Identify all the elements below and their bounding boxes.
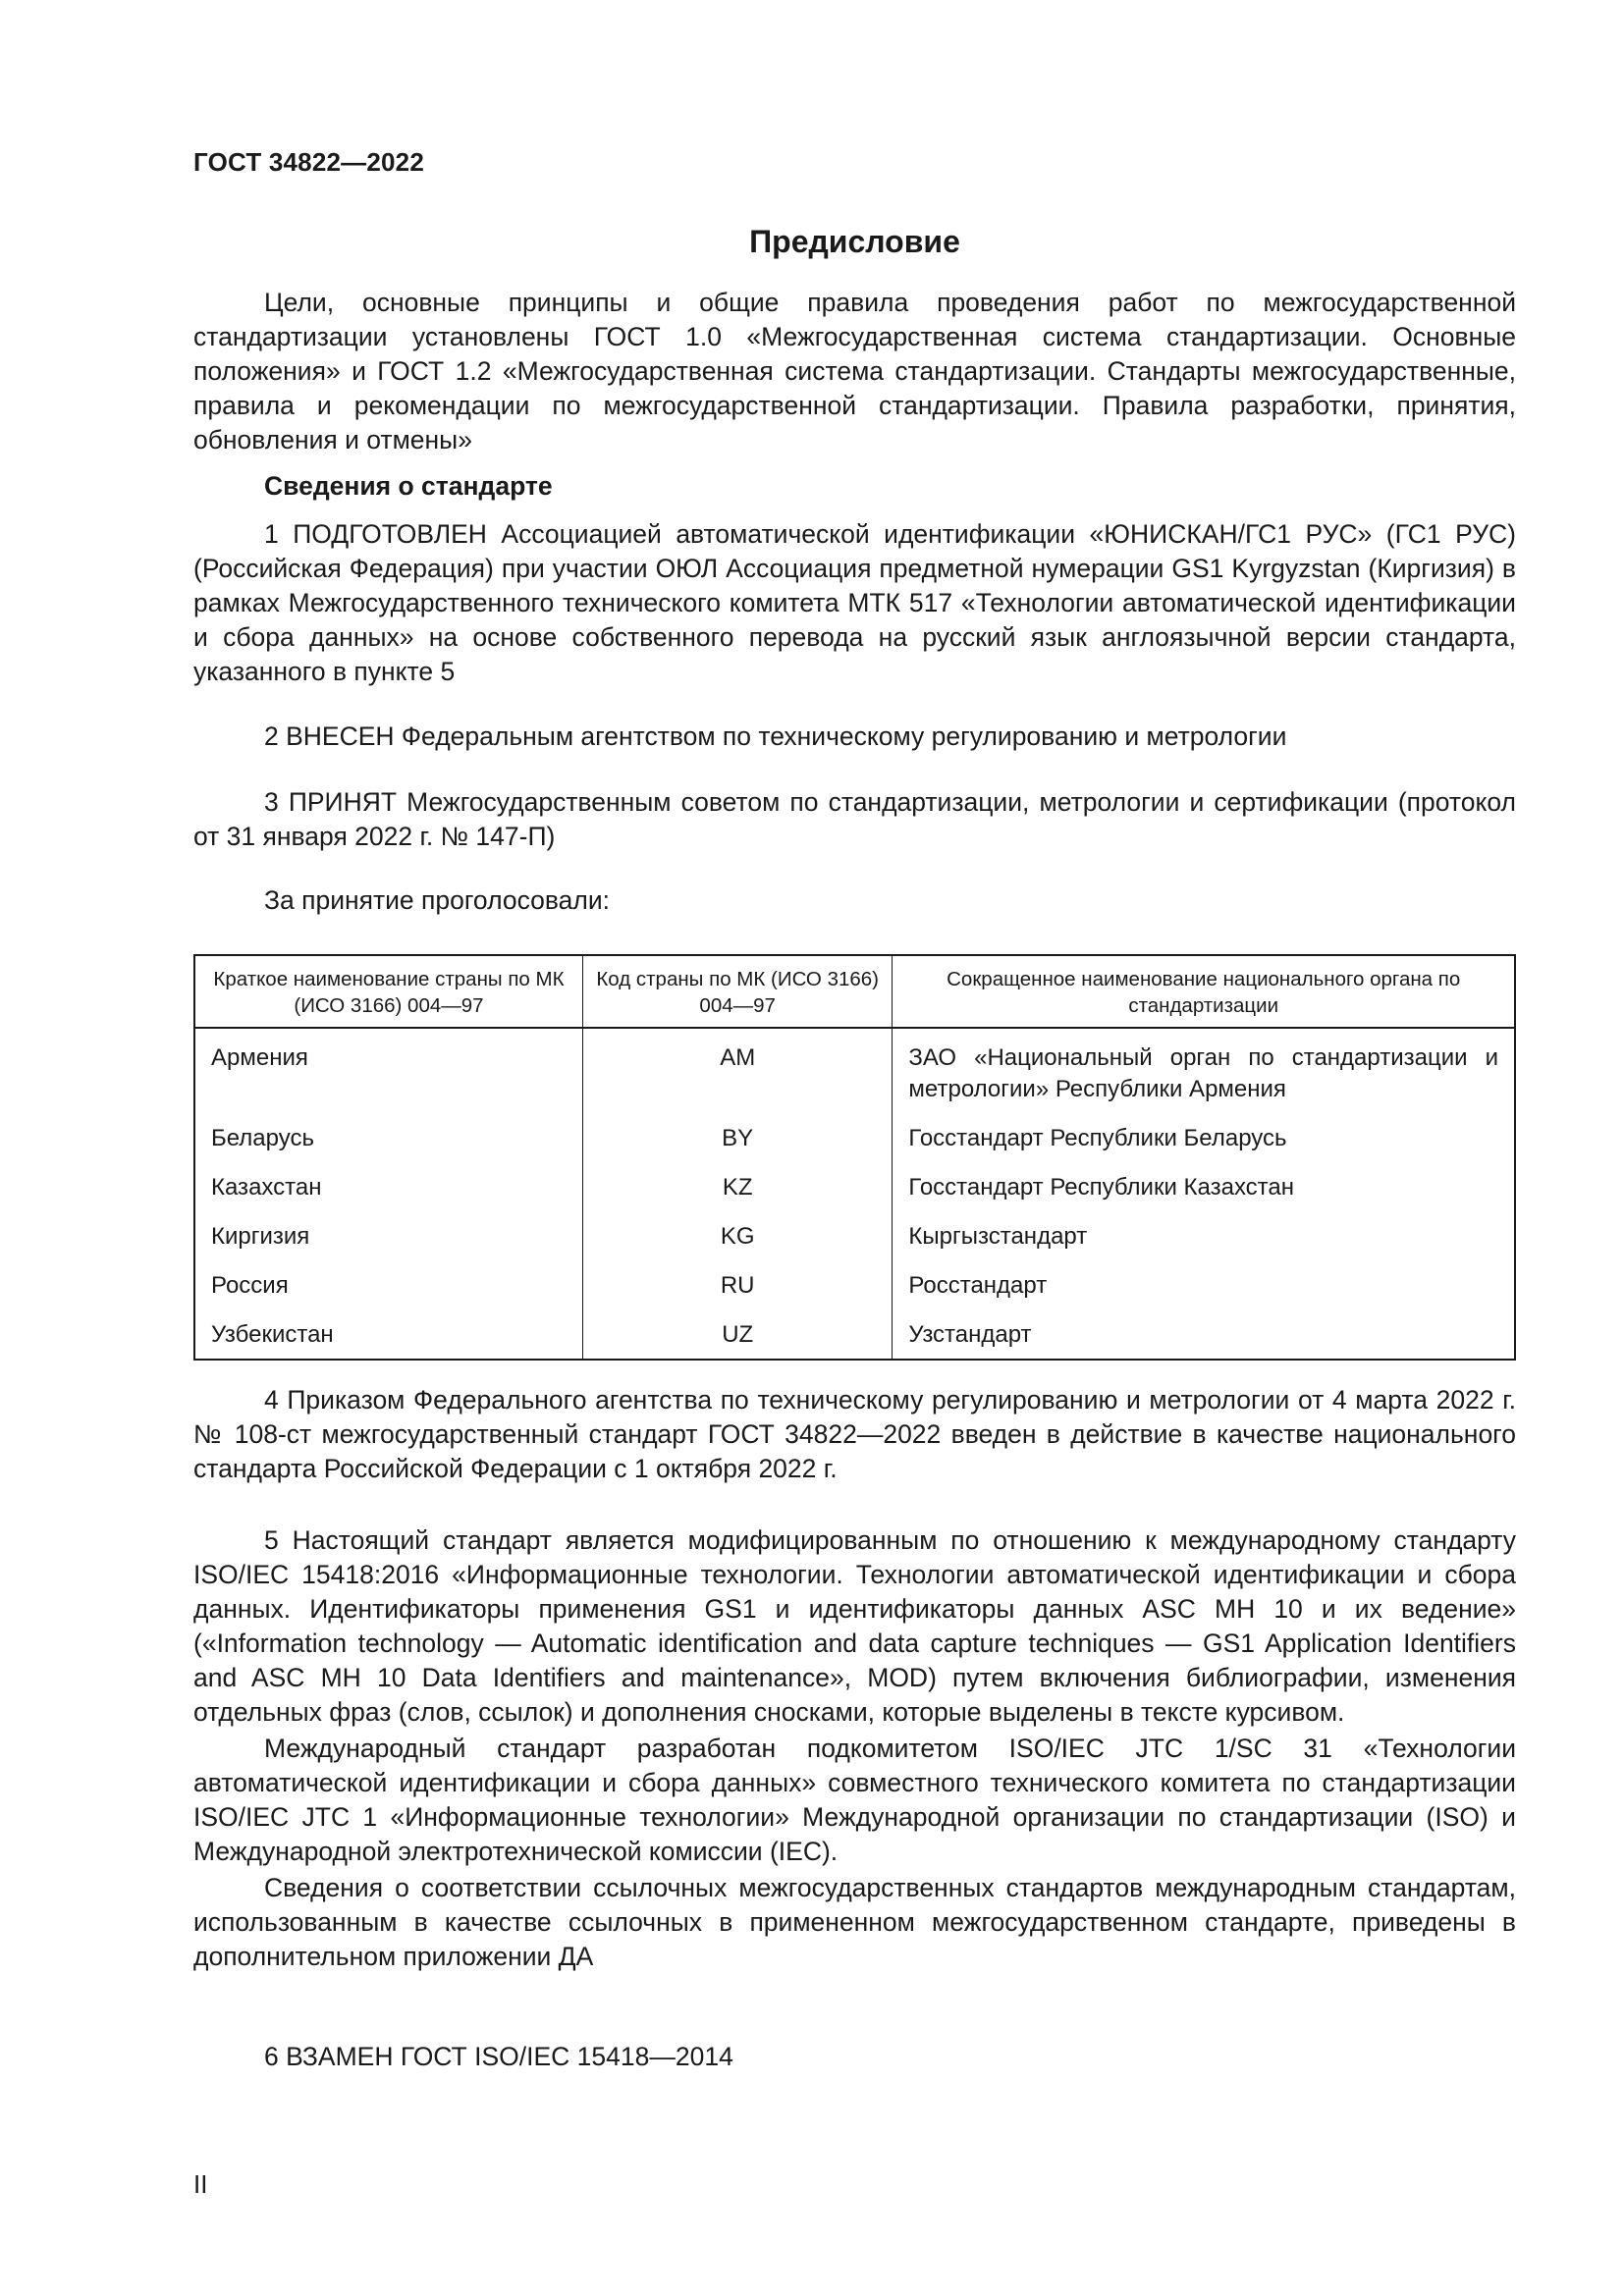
table-cell-country: Армения <box>194 1028 582 1105</box>
table-header-country: Краткое наименование страны по МК (ИСО 3166) 004—97 <box>194 955 582 1028</box>
intro-paragraph: Цели, основные принципы и общие правила проведения работ по межгосударственной стандартизации установлены ГОСТ 1.0 «Межгосударственная система стандартизации. Основные положения» и ГОСТ 1.2 «Межгосударственная система стандартизации. Стандарты межгосударственные, правила и рекомендации по межгосударственной стандартизации. Правила разработки, принятия, обновления и отмены» <box>193 288 1516 454</box>
table-cell-country: Казахстан <box>194 1154 582 1203</box>
item-4-paragraph: 4 Приказом Федерального агентства по техническому регулированию и метрологии от 4 марта 2022 г. № 108-ст межгосударственный стандарт ГОСТ 34822—2022 введен в действие в качестве национального стандарта Российской Федерации с 1 октября 2022 г. <box>193 1385 1516 1483</box>
voting-countries-table <box>193 954 1516 1361</box>
table-cell-authority: Госстандарт Республики Беларусь <box>908 1125 1287 1151</box>
item-2-block <box>193 720 1516 754</box>
item-2-paragraph: 2 ВНЕСЕН Федеральным агентством по техническому регулированию и метрологии <box>264 721 1287 751</box>
table-cell-country: Киргизия <box>194 1203 582 1253</box>
document-number: ГОСТ 34822—2022 <box>193 147 424 177</box>
item-3-block <box>193 785 1516 854</box>
item-5-block <box>193 1523 1516 1974</box>
item-4-block <box>193 1383 1516 1486</box>
table-row <box>194 1028 1515 1105</box>
page-title: Предисловие <box>749 224 960 259</box>
table-cell-authority: Госстандарт Республики Казахстан <box>908 1174 1294 1201</box>
page-number: II <box>193 2169 208 2199</box>
table-row <box>194 1302 1515 1360</box>
table-cell-authority: Росстандарт <box>908 1272 1048 1299</box>
item-3-paragraph: 3 ПРИНЯТ Межгосударственным советом по стандартизации, метрологии и сертификации (протокол от 31 января 2022 г. № 147-П) <box>193 787 1516 851</box>
table-row <box>194 1203 1515 1253</box>
table-cell-code: KG <box>582 1203 892 1253</box>
item-6-paragraph: 6 ВЗАМЕН ГОСТ ISO/IEC 15418—2014 <box>264 2042 733 2071</box>
table-cell-country: Россия <box>194 1253 582 1302</box>
table-cell-authority: ЗАО «Национальный орган по стандартизации и метрологии» Республики Армения <box>908 1044 1498 1102</box>
table-cell-country: Беларусь <box>194 1105 582 1154</box>
table-cell-code: BY <box>582 1105 892 1154</box>
table-cell-code: AM <box>582 1028 892 1105</box>
item-6-block <box>193 2040 1516 2074</box>
table-row <box>194 1105 1515 1154</box>
table-cell-authority: Кыргызстандарт <box>908 1223 1088 1250</box>
item-5-international-paragraph: Международный стандарт разработан подкомитетом ISO/IEC JTC 1/SC 31 «Технологии автоматической идентификации и сбора данных» совместного технического комитета по стандартизации ISO/IEC JTC 1 «Информационные технологии» Международной организации по стандартизации (ISO) и Международной электротехнической комиссии (IEC). <box>193 1734 1516 1866</box>
table-cell-code: KZ <box>582 1154 892 1203</box>
table-cell-code: RU <box>582 1253 892 1302</box>
item-1-paragraph: 1 ПОДГОТОВЛЕН Ассоциацией автоматической идентификации «ЮНИСКАН/ГС1 РУС» (ГС1 РУС) (Российская Федерация) при участии ОЮЛ Ассоциация предметной нумерации GS1 Kyrgyzstan (Киргизия) в рамках Межгосударственного технического комитета МТК 517 «Технологии автоматической идентификации и сбора данных» на основе собственного перевода на русский язык англоязычной версии стандарта, указанного в пункте 5 <box>193 519 1516 686</box>
item-5-paragraph: 5 Настоящий стандарт является модифицированным по отношению к международному стандарту ISO/IEC 15418:2016 «Информационные технологии. Технологии автоматической идентификации и сбора данных. Идентификаторы применения GS1 и идентификаторы данных ASC MH 10 и их ведение» («Information technology — Automatic identification and data capture techniques — GS1 Application Identifiers and ASC MH 10 Data Identifiers and maintenance», MOD) путем включения библиографии, изменения отдельных фраз (слов, ссылок) и дополнения сносками, которые выделены в тексте курсивом. <box>193 1525 1516 1727</box>
table-row <box>194 1154 1515 1203</box>
subheading: Сведения о стандарте <box>264 471 553 501</box>
table-cell-authority: Узстандарт <box>908 1321 1032 1348</box>
table-row <box>194 1253 1515 1302</box>
table-cell-country: Узбекистан <box>194 1302 582 1360</box>
intro-block <box>193 286 1516 689</box>
item-5-references-paragraph: Сведения о соответствии ссылочных межгосударственных стандартов международным стандартам, использованным в качестве ссылочных в примененном межгосударственном стандарте, приведены в дополнительном приложении ДА <box>193 1873 1516 1971</box>
table-header-authority: Сокращенное наименование национального органа по стандартизации <box>893 955 1515 1028</box>
table-cell-code: UZ <box>582 1302 892 1360</box>
table-header-code: Код страны по МК (ИСО 3166) 004—97 <box>582 955 892 1028</box>
voted-label: За принятие проголосовали: <box>264 885 611 915</box>
voted-block <box>193 883 1516 918</box>
table-header-row <box>194 955 1515 1028</box>
